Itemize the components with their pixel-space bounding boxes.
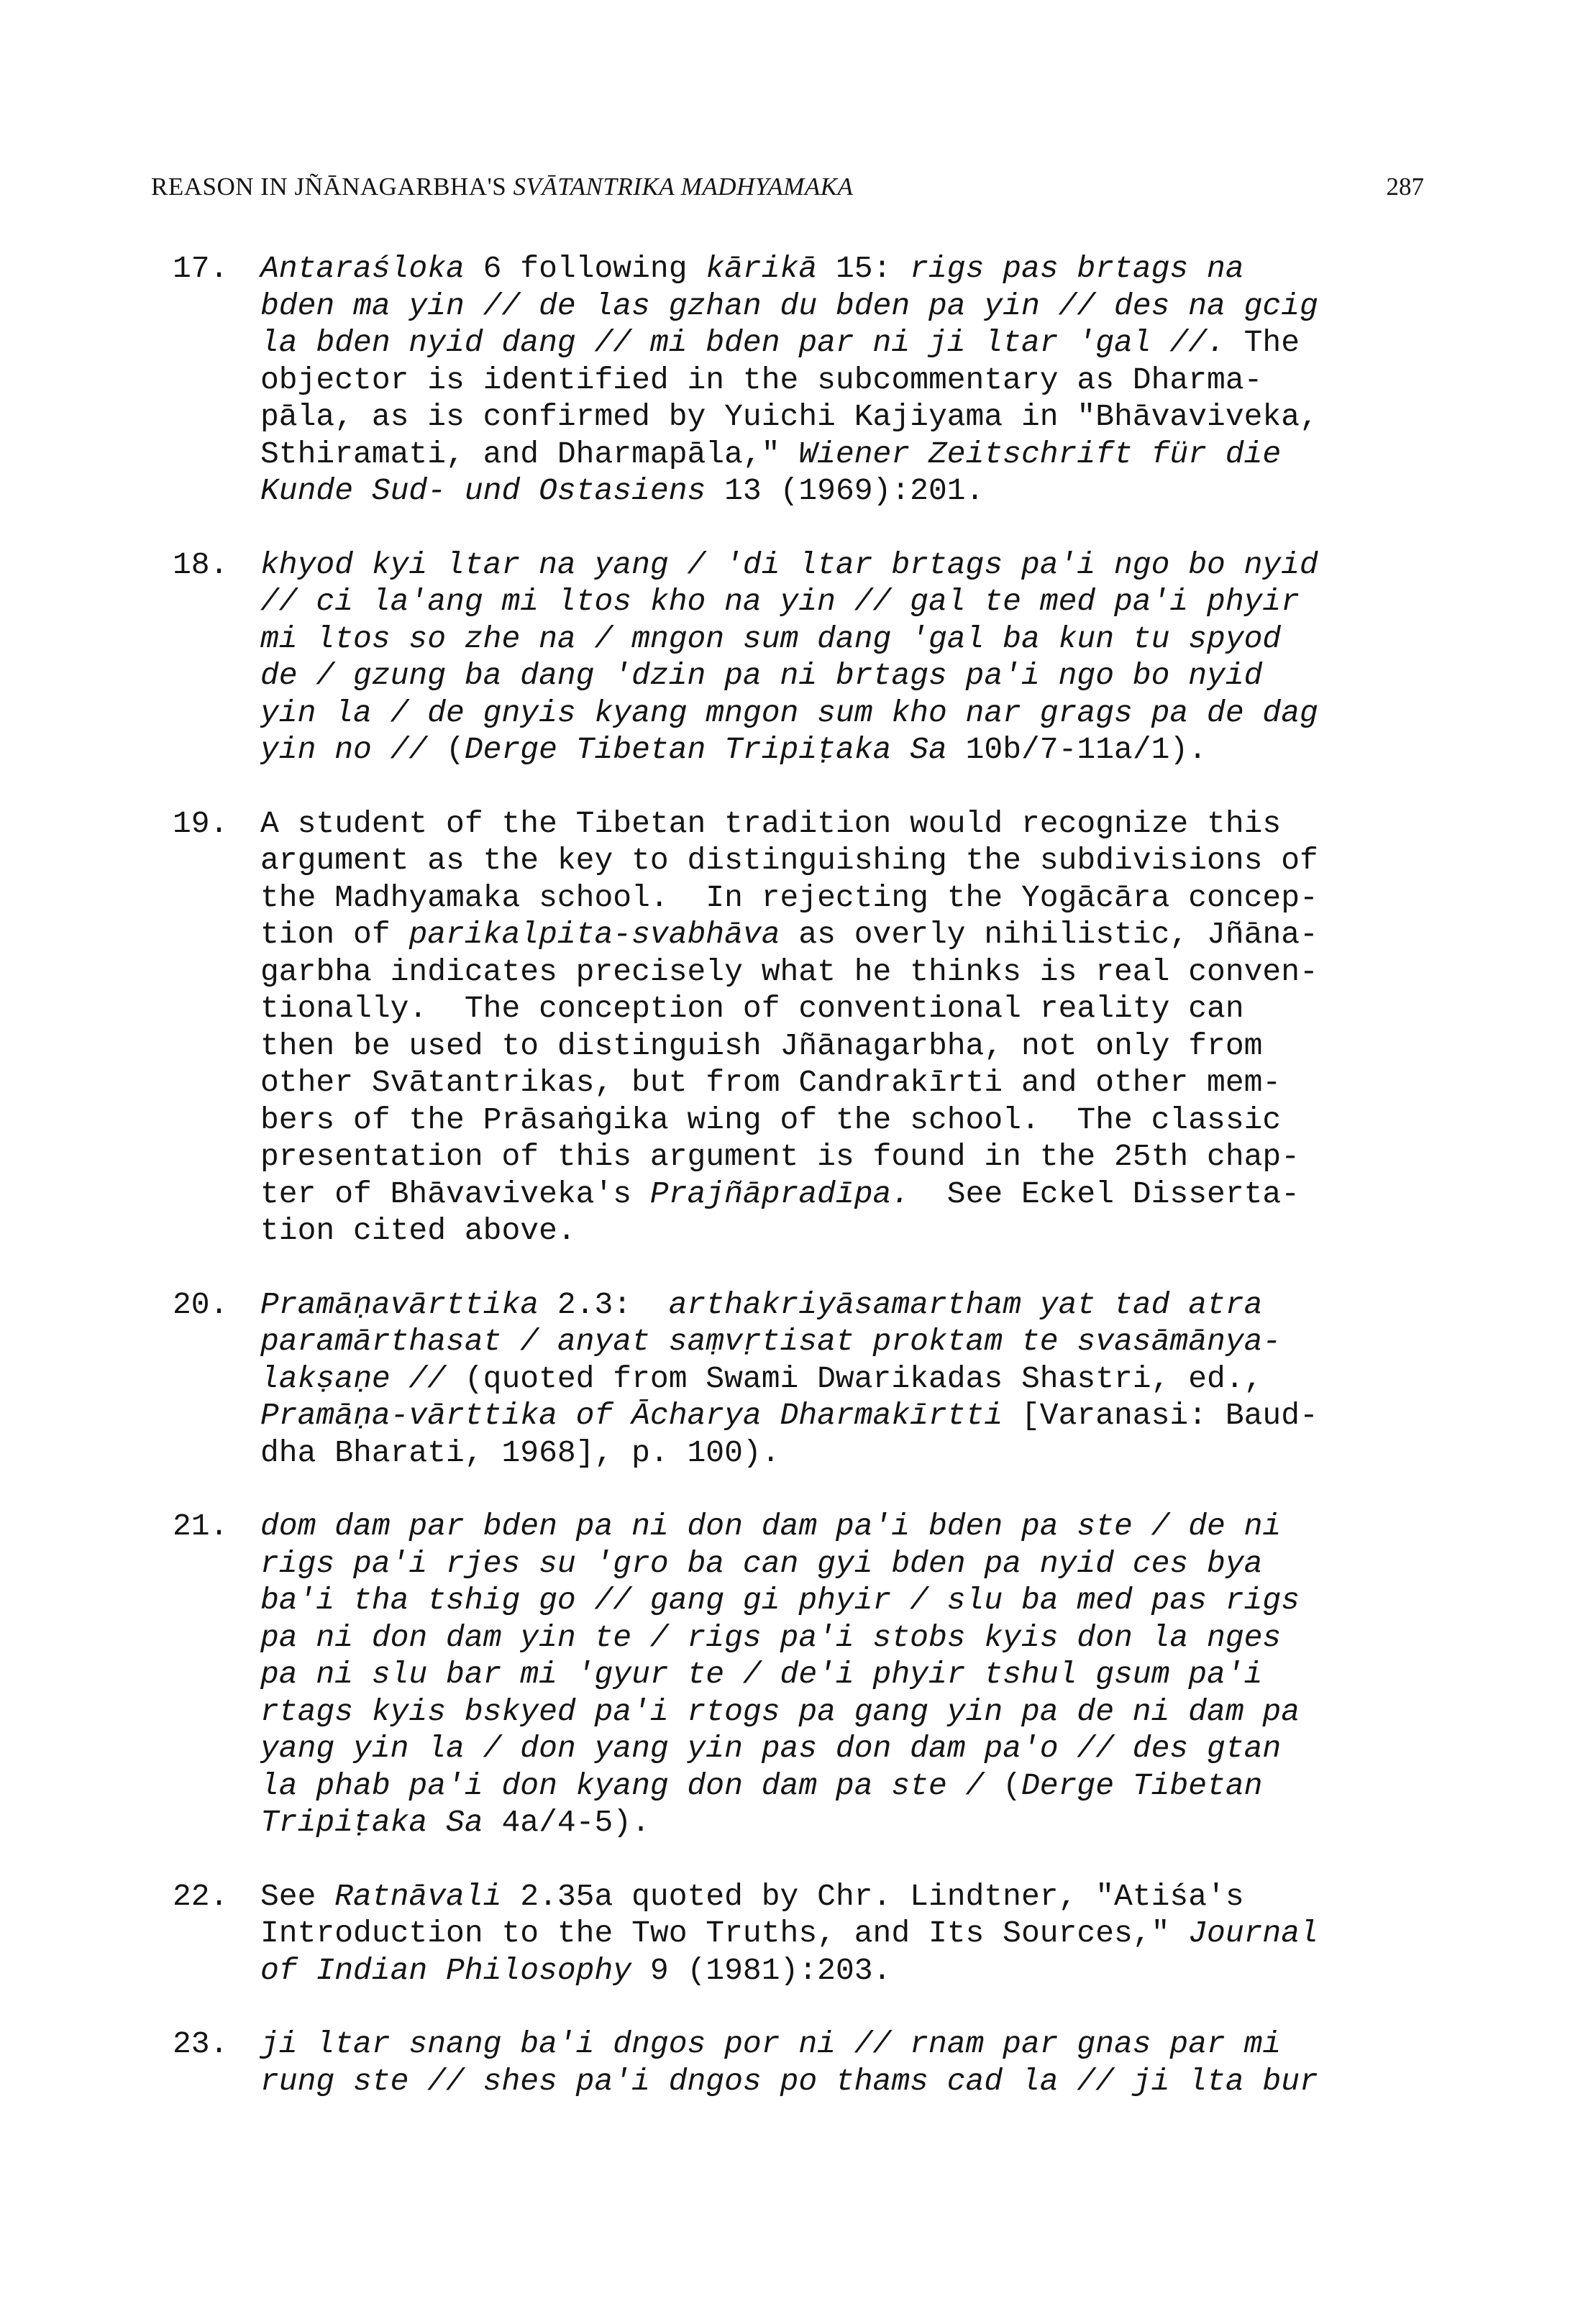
endnote-line (260, 546, 1417, 584)
italic-text-run: // ci la'ang mi ltos kho na yin // gal te med pa'i phyir (260, 584, 1300, 619)
italic-text-run: Tripiṭaka Sa (260, 1805, 483, 1840)
endnote-text (260, 1878, 1417, 1990)
text-run: 6 following (464, 251, 706, 286)
page-number: 287 (1386, 173, 1424, 201)
text-run: presentation of this argument is found in the 25th chap- (260, 1139, 1300, 1174)
italic-text-run: Wiener Zeitschrift für die (798, 436, 1282, 472)
text-run: then be used to distinguish Jñānagarbha, not only from (260, 1028, 1263, 1063)
italic-text-run: dom dam par bden pa ni don dam pa'i bden pa ste / de ni (260, 1509, 1282, 1544)
endnote-line (260, 1582, 1417, 1619)
endnote-line (260, 1619, 1417, 1657)
endnote-text (260, 1508, 1417, 1842)
running-header (151, 173, 1424, 216)
endnote-number: 22. (173, 1878, 229, 1914)
endnote-line (260, 1435, 1417, 1472)
endnote-line (260, 657, 1417, 695)
endnote-number: 20. (173, 1286, 229, 1322)
endnote-line (260, 990, 1417, 1028)
italic-text-run: rigs pas brtags na (910, 251, 1244, 286)
italic-text-run: Pramāṇavārttika (260, 1286, 539, 1322)
running-title-roman: REASON IN JÑĀNAGARBHA'S (151, 173, 514, 201)
running-title-italic: SVĀTANTRIKA MADHYAMAKA (513, 173, 854, 201)
text-run: Introduction to the Two Truths, and Its Sources," (260, 1916, 1189, 1951)
endnote-line (260, 1730, 1417, 1767)
italic-text-run: kārikā (706, 251, 818, 286)
endnote-line (260, 250, 1417, 288)
endnote-text (260, 805, 1417, 1250)
endnote-line (260, 1397, 1417, 1435)
endnote-line (260, 1138, 1417, 1176)
endnote-line (260, 1804, 1417, 1842)
italic-text-run: arthakriyāsamartham yat tad atra (668, 1286, 1263, 1322)
endnote-line (260, 1952, 1417, 1990)
italic-text-run: Journal (1188, 1916, 1318, 1951)
text-run: objector is identified in the subcommentary as Dharma- (260, 362, 1263, 398)
endnote-line (260, 1915, 1417, 1952)
endnote (173, 805, 1417, 1250)
italic-text-run: la phab pa'i don kyang don dam pa ste / (260, 1767, 985, 1803)
endnote-line (260, 2063, 1417, 2100)
endnote-line (260, 731, 1417, 769)
italic-text-run: yang yin la / don yang yin pas don dam pa'o // des gtan (260, 1731, 1282, 1766)
endnote-line (260, 805, 1417, 843)
italic-text-run: lakṣaṇe // (260, 1360, 447, 1396)
italic-text-run: de / gzung ba dang 'dzin pa ni brtags pa'i ngo bo nyid (260, 658, 1263, 693)
text-run: as overly nihilistic, Jñāna- (780, 917, 1318, 952)
italic-text-run: la bden nyid dang // mi bden par ni ji ltar 'gal //. (260, 325, 1226, 360)
text-run: 4a/4-5). (483, 1805, 650, 1840)
endnote-line (260, 288, 1417, 325)
italic-text-run: mi ltos so zhe na / mngon sum dang 'gal ba kun tu spyod (260, 621, 1282, 657)
endnote-line (260, 1656, 1417, 1693)
endnote-line (260, 324, 1417, 362)
italic-text-run: yin no // (260, 732, 428, 767)
endnotes-list (173, 250, 1417, 2136)
endnote-line (260, 1212, 1417, 1250)
endnote-line (260, 1508, 1417, 1545)
text-run: 2.35a quoted by Chr. Lindtner, "Atiśa's (501, 1878, 1244, 1914)
endnote-line (260, 1176, 1417, 1213)
endnote-line (260, 1878, 1417, 1916)
text-run: bers of the Prāsaṅgika wing of the school. The classic (260, 1102, 1282, 1138)
running-title (151, 173, 853, 201)
endnote-line (260, 1767, 1417, 1805)
endnote (173, 2026, 1417, 2100)
endnote-number: 21. (173, 1509, 229, 1544)
text-run: garbha indicates precisely what he thinks is real conven- (260, 953, 1318, 989)
italic-text-run: parikalpita-svabhāva (409, 917, 780, 952)
endnote (173, 1286, 1417, 1472)
italic-text-run: yin la / de gnyis kyang mngon sum kho nar grags pa de dag (260, 695, 1318, 731)
text-run: A student of the Tibetan tradition would recognize this (260, 805, 1282, 841)
endnote (173, 546, 1417, 769)
italic-text-run: rung ste // shes pa'i dngos po thams cad la // ji lta bur (260, 2063, 1318, 2099)
endnote-text (260, 1286, 1417, 1472)
text-run: ter of Bhāvaviveka's (260, 1176, 650, 1212)
endnote-line (260, 1102, 1417, 1139)
endnote-line (260, 1028, 1417, 1065)
endnote-line (260, 2026, 1417, 2063)
italic-text-run: rtags kyis bskyed pa'i rtogs pa gang yin pa de ni dam pa (260, 1693, 1300, 1729)
italic-text-run: Derge Tibetan Tripiṭaka Sa (464, 732, 947, 767)
text-run: argument as the key to distinguishing the subdivisions of (260, 843, 1318, 878)
endnote-line (260, 472, 1417, 510)
endnote-line (260, 436, 1417, 473)
text-run: 15: (817, 251, 910, 286)
text-run: ( (984, 1767, 1021, 1803)
endnote-line (260, 583, 1417, 621)
endnote-line (260, 621, 1417, 658)
text-run: 9 (1981):203. (631, 1952, 892, 1988)
text-run: 10b/7-11a/1). (946, 732, 1208, 767)
italic-text-run: Ratnāvali (334, 1878, 502, 1914)
italic-text-run: paramārthasat / anyat saṃvṛtisat proktam te svasāmānya- (260, 1324, 1282, 1359)
italic-text-run: ba'i tha tshig go // gang gi phyir / slu ba med pas rigs (260, 1583, 1300, 1618)
text-run: other Svātantrikas, but from Candrakīrti and other mem- (260, 1065, 1282, 1100)
italic-text-run: of Indian Philosophy (260, 1952, 632, 1988)
endnote-line (260, 1545, 1417, 1583)
text-run: [Varanasi: Baud- (1003, 1398, 1318, 1433)
endnote (173, 1508, 1417, 1842)
endnote-line (260, 1693, 1417, 1731)
endnote-text (260, 250, 1417, 510)
endnote-text (260, 546, 1417, 769)
italic-text-run: Pramāṇa-vārttika of Ācharya Dharmakīrtti (260, 1398, 1003, 1433)
endnote-line (260, 398, 1417, 436)
italic-text-run: ji ltar snang ba'i dngos por ni // rnam par gnas par mi (260, 2026, 1282, 2062)
text-run: 13 (1969):201. (706, 473, 985, 508)
text-run: tionally. The conception of conventional reality can (260, 991, 1244, 1026)
endnote-line (260, 842, 1417, 879)
italic-text-run: Prajñāpradīpa. (649, 1176, 910, 1212)
endnote-line (260, 879, 1417, 917)
endnote-number: 23. (173, 2026, 229, 2062)
endnote-number: 18. (173, 546, 229, 582)
text-run: See Eckel Disserta- (910, 1176, 1300, 1212)
italic-text-run: bden ma yin // de las gzhan du bden pa yin // des na gcig (260, 288, 1318, 324)
endnote-line (260, 1323, 1417, 1360)
endnote-number: 17. (173, 251, 229, 286)
endnote-line (260, 1286, 1417, 1324)
text-run: tion cited above. (260, 1213, 576, 1248)
endnote-line (260, 916, 1417, 953)
text-run: See (260, 1878, 335, 1914)
text-run: 2.3: (539, 1286, 669, 1322)
italic-text-run: rigs pa'i rjes su 'gro ba can gyi bden pa nyid ces bya (260, 1545, 1263, 1581)
text-run: Sthiramati, and Dharmapāla," (260, 436, 799, 472)
text-run: ( (427, 732, 465, 767)
endnote-number: 19. (173, 805, 229, 841)
text-run: the Madhyamaka school. In rejecting the Yogācāra concep- (260, 879, 1318, 915)
endnote (173, 1878, 1417, 1990)
endnote-line (260, 362, 1417, 399)
endnote-line (260, 1064, 1417, 1102)
italic-text-run: Kunde Sud- und Ostasiens (260, 473, 706, 508)
endnote-line (260, 1360, 1417, 1398)
text-run: The (1225, 325, 1300, 360)
endnote (173, 250, 1417, 510)
italic-text-run: pa ni don dam yin te / rigs pa'i stobs kyis don la nges (260, 1619, 1282, 1655)
endnote-line (260, 953, 1417, 991)
text-run: pāla, as is confirmed by Yuichi Kajiyama in "Bhāvaviveka, (260, 399, 1318, 434)
italic-text-run: khyod kyi ltar na yang / 'di ltar brtags pa'i ngo bo nyid (260, 546, 1318, 582)
text-run: (quoted from Swami Dwarikadas Shastri, ed., (446, 1360, 1263, 1396)
italic-text-run: Antaraśloka (260, 251, 465, 286)
endnote-line (260, 695, 1417, 732)
text-run: tion of (260, 917, 409, 952)
text-run: dha Bharati, 1968], p. 100). (260, 1435, 780, 1470)
italic-text-run: Derge Tibetan (1021, 1767, 1263, 1803)
italic-text-run: pa ni slu bar mi 'gyur te / de'i phyir tshul gsum pa'i (260, 1657, 1263, 1692)
endnote-text (260, 2026, 1417, 2100)
